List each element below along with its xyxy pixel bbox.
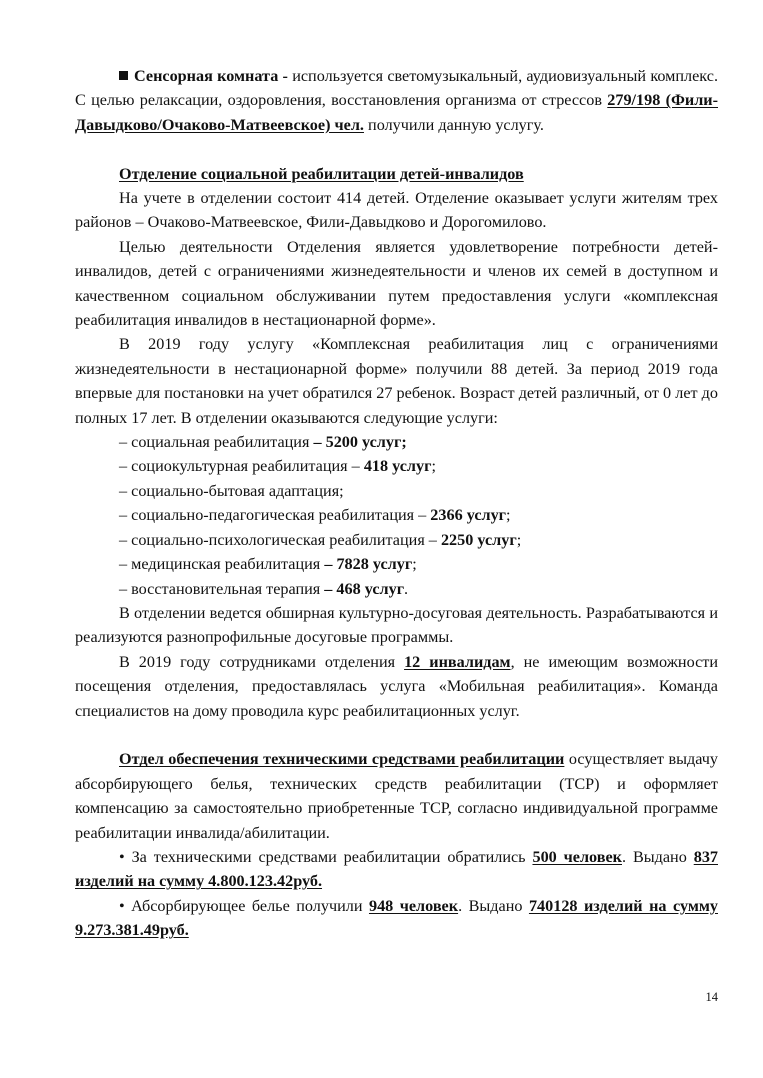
page-number: 14 <box>705 990 718 1004</box>
document-page <box>75 64 718 943</box>
section-heading-tsr: Отдел обеспечения техническими средствами реабилитации осуществляет выдачу абсорбирующего белья, технических средств реабилитации (ТСР) и оформляет компенсацию за самостоятельно приобретенные ТСР, согласно индивидуальной программе реабилитации инвалида/абилитации. <box>75 750 718 842</box>
sensory-room-paragraph <box>75 64 718 137</box>
list-item: – социальная реабилитация – 5200 услуг; <box>119 433 407 452</box>
heading-text: Отдел обеспечения техническими средствами реабилитации <box>119 750 565 769</box>
paragraph: Целью деятельности Отделения является удовлетворение потребности детей-инвалидов, детей с ограничениями жизнедеятельности и членов их семей в доступном и качественном социальном обслуживании путем предоставления услуги «комплексная реабилитация инвалидов в нестационарной форме». <box>75 237 718 330</box>
paragraph: В 2019 году сотрудниками отделения 12 инвалидам, не имеющим возможности посещения отделения, предоставлялась услуга «Мобильная реабилитация». Команда специалистов на дому проводила курс реабилитационных услуг. <box>75 652 718 720</box>
bullet-paragraph: • Абсорбирующее белье получили 948 человек. Выдано 740128 изделий на сумму 9.273.381.49руб. <box>75 896 718 940</box>
paragraph: В 2019 году услугу «Комплексная реабилитация лиц с ограничениями жизнедеятельности в нестационарной форме» получили 88 детей. За период 2019 года впервые для постановки на учет обратился 27 ребенок. Возраст детей различный, от 0 лет до полных 17 лет. В отделении оказываются следующие услуги: <box>75 335 718 427</box>
paragraph: На учете в отделении состоит 414 детей. Отделение оказывает услуги жителям трех районов – Очаково-Матвеевское, Фили-Давыдково и Дорогомилово. <box>75 189 718 232</box>
heading-text: Отделение социальной реабилитации детей-инвалидов <box>119 164 524 183</box>
square-bullet-icon <box>119 71 128 80</box>
list-item: – медицинская реабилитация – 7828 услуг; <box>119 555 417 574</box>
list-item: – социально-педагогическая реабилитация – 2366 услуг; <box>119 506 511 525</box>
mobile-rehab-count: 12 инвалидам <box>404 652 511 671</box>
sensory-room-title: Сенсорная комната - <box>134 67 288 85</box>
list-item: – социально-бытовая адаптация; <box>119 481 344 500</box>
sensory-room-text: используется светомузыкальный, аудиовизуальный комплекс. С целью релаксации, оздоровления, восстановления организма от стрессов <box>75 67 719 110</box>
list-item: – социально-психологическая реабилитация – 2250 услуг; <box>119 530 522 549</box>
services-list <box>75 430 718 601</box>
bullet-paragraph: • За техническими средствами реабилитации обратились 500 человек. Выдано 837 изделий на сумму 4.800.123.42руб. <box>75 847 718 891</box>
paragraph: В отделении ведется обширная культурно-досуговая деятельность. Разрабатываются и реализуются разнопрофильные досуговые программы. <box>75 603 718 647</box>
list-item: – социокультурная реабилитация – 418 услуг; <box>119 457 436 476</box>
sensory-room-text-end: получили данную услугу. <box>363 115 544 134</box>
sensory-room-count: 279/198 (Фили-Давыдково/Очаково-Матвеевское) чел. <box>75 91 718 134</box>
section-heading-children <box>75 162 718 186</box>
list-item: – восстановительная терапия – 468 услуг. <box>119 579 409 598</box>
